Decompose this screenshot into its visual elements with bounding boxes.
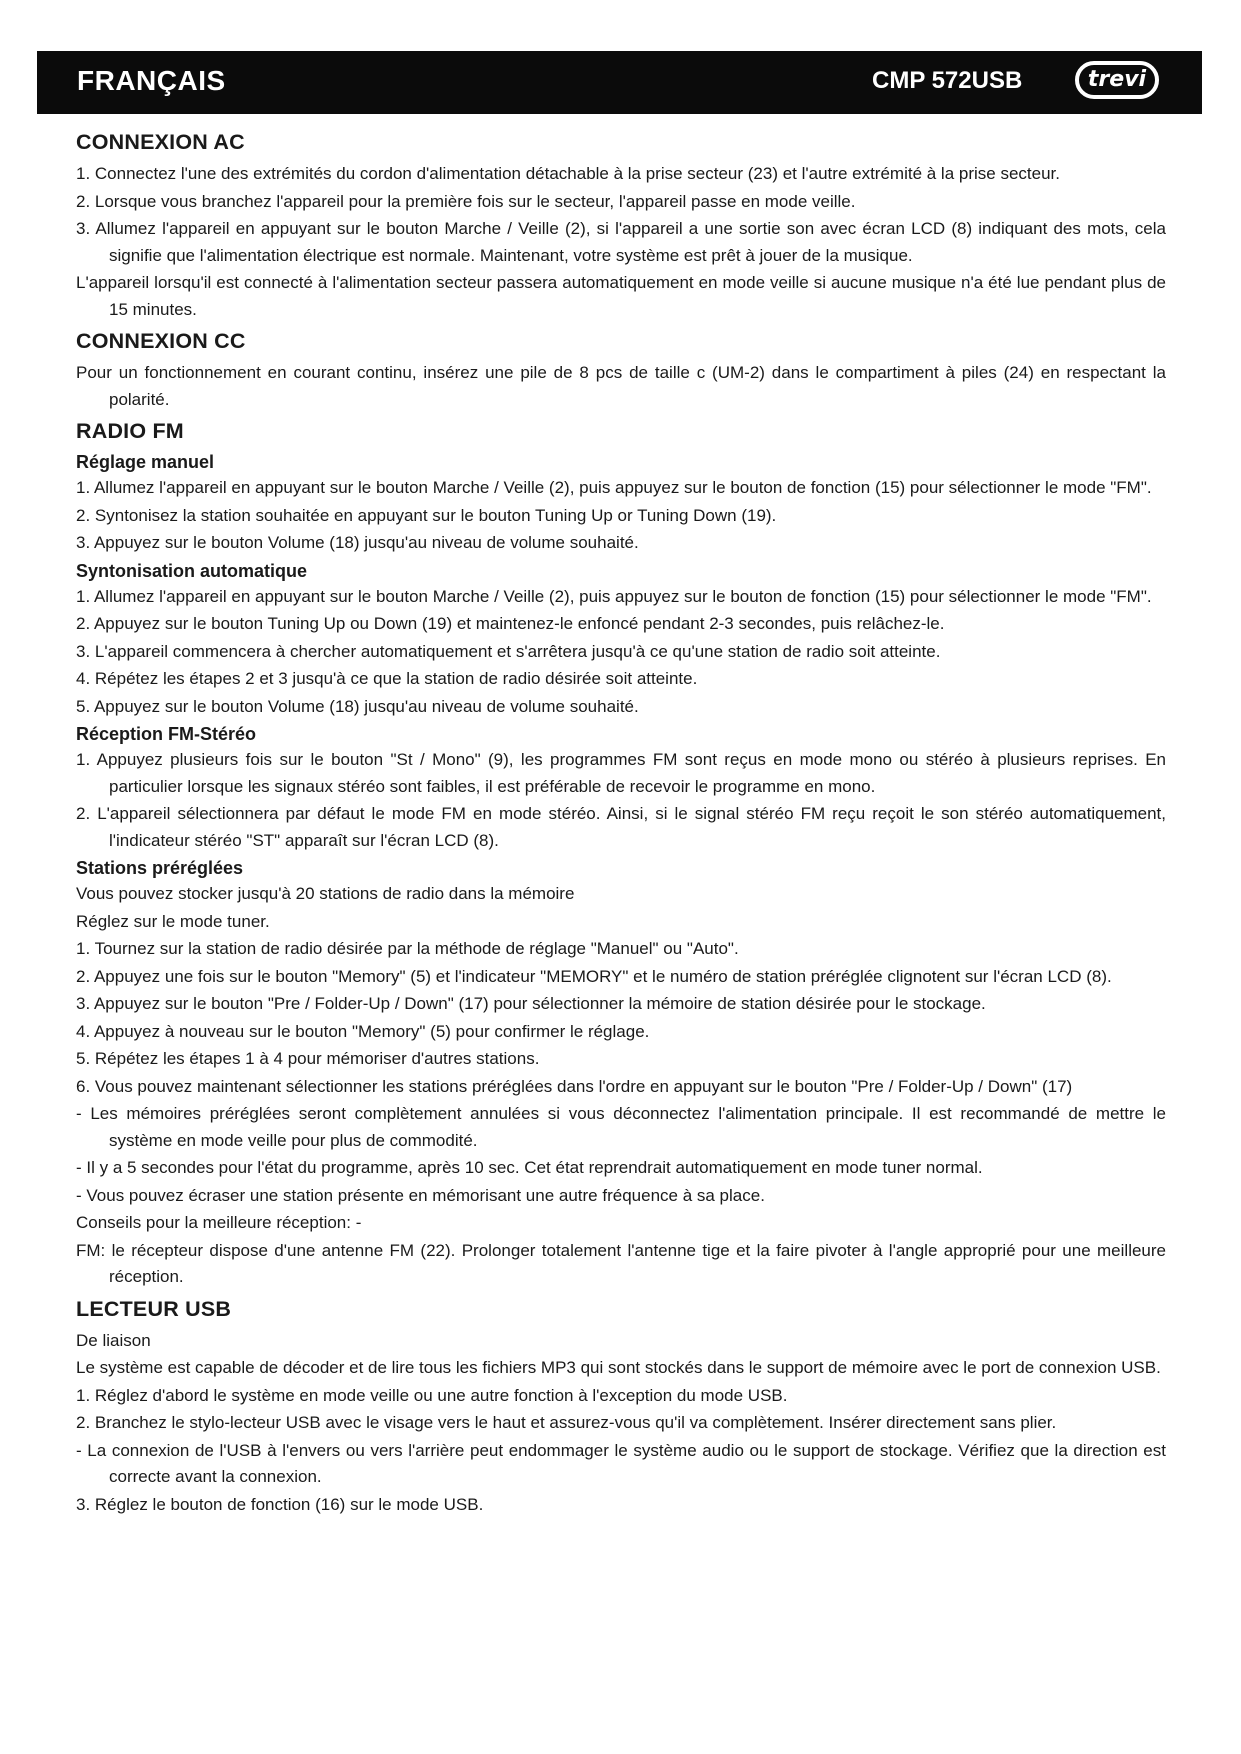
section-title-fm: RADIO FM [76, 419, 184, 443]
subsection-title-manual: Réglage manuel [76, 452, 215, 472]
paragraph: 5. Répétez les étapes 1 à 4 pour mémoriser d'autres stations. [76, 1049, 540, 1068]
paragraph: 3. Appuyez sur le bouton Volume (18) jusqu'au niveau de volume souhaité. [76, 533, 639, 552]
paragraph: 3. Appuyez sur le bouton "Pre / Folder-Up / Down" (17) pour sélectionner la mémoire de station désirée pour le stockage. [76, 994, 986, 1013]
paragraph: FM: le récepteur dispose d'une antenne FM (22). Prolonger totalement l'antenne tige et la faire pivoter à l'angle approprié pour une meilleure réception. [76, 1240, 1166, 1286]
paragraph: - Vous pouvez écraser une station présente en mémorisant une autre fréquence à sa place. [76, 1185, 765, 1205]
paragraph: 3. Réglez le bouton de fonction (16) sur le mode USB. [76, 1494, 484, 1514]
paragraph: 2. Appuyez sur le bouton Tuning Up ou Down (19) et maintenez-le enfoncé pendant 2-3 secondes, puis relâchez-le. [76, 614, 945, 633]
document-body [76, 124, 1166, 1519]
paragraph: 2. Branchez le stylo-lecteur USB avec le visage vers le haut et assurez-vous qu'il va complètement. Insérer directement sans plier. [76, 1413, 1057, 1432]
subsection-title-presets: Stations préréglées [76, 858, 244, 878]
paragraph: 2. L'appareil sélectionnera par défaut le mode FM en mode stéréo. Ainsi, si le signal stéréo FM reçu reçoit le son stéréo automatiquement, l'indicateur stéréo "ST" apparaît sur l'écran LCD (8). [76, 804, 1166, 850]
paragraph: De liaison [76, 1330, 151, 1350]
section-title-usb: LECTEUR USB [76, 1296, 232, 1321]
subsection-title-auto: Syntonisation automatique [76, 560, 308, 581]
paragraph: 1. Connectez l'une des extrémités du cordon d'alimentation détachable à la prise secteur (23) et l'autre extrémité à la prise secteur. [76, 164, 1060, 183]
subsection-title-stereo: Réception FM-Stéréo [76, 724, 257, 744]
paragraph: Conseils pour la meilleure réception: - [76, 1213, 362, 1232]
paragraph: - La connexion de l'USB à l'envers ou vers l'arrière peut endommager le système audio ou le support de stockage. Vérifiez que la direction est correcte avant la connexion. [76, 1440, 1166, 1486]
paragraph: 6. Vous pouvez maintenant sélectionner les stations préréglées dans l'ordre en appuyant sur le bouton "Pre / Folder-Up / Down" (17) [76, 1076, 1073, 1096]
section-title-cc: CONNEXION CC [76, 329, 246, 353]
paragraph: 3. Allumez l'appareil en appuyant sur le bouton Marche / Veille (2), si l'appareil a une sortie son avec écran LCD (8) indiquant des mots, cela signifie que l'alimentation électrique est normale. Maintenant, votre système est prêt à jouer de la musique. [76, 219, 1166, 265]
section-title-ac: CONNEXION AC [76, 130, 245, 154]
paragraph: 2. Appuyez une fois sur le bouton "Memory" (5) et l'indicateur "MEMORY" et le numéro de station préréglée clignotent sur l'écran LCD (8). [76, 966, 1112, 986]
paragraph: 3. L'appareil commencera à chercher automatiquement et s'arrêtera jusqu'à ce qu'une station de radio soit atteinte. [76, 641, 941, 661]
paragraph: Vous pouvez stocker jusqu'à 20 stations de radio dans la mémoire [76, 884, 575, 903]
paragraph: Réglez sur le mode tuner. [76, 911, 270, 931]
paragraph: L'appareil lorsqu'il est connecté à l'alimentation secteur passera automatiquement en mode veille si aucune musique n'a été lue pendant plus de 15 minutes. [76, 273, 1166, 319]
paragraph: 2. Lorsque vous branchez l'appareil pour la première fois sur le secteur, l'appareil passe en mode veille. [76, 191, 856, 211]
model-number: CMP 572USB [872, 67, 1023, 94]
paragraph: 2. Syntonisez la station souhaitée en appuyant sur le bouton Tuning Up or Tuning Down (19). [76, 505, 777, 525]
paragraph: 4. Appuyez à nouveau sur le bouton "Memory" (5) pour confirmer le réglage. [76, 1021, 650, 1041]
paragraph: 1. Allumez l'appareil en appuyant sur le bouton Marche / Veille (2), puis appuyez sur le bouton de fonction (15) pour sélectionner le mode "FM". [76, 478, 1152, 497]
paragraph: 4. Répétez les étapes 2 et 3 jusqu'à ce que la station de radio désirée soit atteinte. [76, 669, 698, 688]
paragraph: 5. Appuyez sur le bouton Volume (18) jusqu'au niveau de volume souhaité. [76, 696, 639, 716]
paragraph: Le système est capable de décoder et de lire tous les fichiers MP3 qui sont stockés dans le support de mémoire avec le port de connexion USB. [76, 1358, 1161, 1377]
paragraph: 1. Tournez sur la station de radio désirée par la méthode de réglage "Manuel" ou "Auto". [76, 939, 739, 958]
page-header [37, 51, 1202, 114]
paragraph: Pour un fonctionnement en courant continu, insérez une pile de 8 pcs de taille c (UM-2) dans le compartiment à piles (24) en respectant la polarité. [76, 363, 1166, 409]
paragraph: - Il y a 5 secondes pour l'état du programme, après 10 sec. Cet état reprendrait automatiquement en mode tuner normal. [76, 1158, 983, 1177]
language-title: FRANÇAIS [77, 65, 226, 96]
brand-logo: trevi [1075, 61, 1159, 99]
paragraph: 1. Réglez d'abord le système en mode veille ou une autre fonction à l'exception du mode USB. [76, 1385, 788, 1405]
paragraph: - Les mémoires préréglées seront complètement annulées si vous déconnectez l'alimentation principale. Il est recommandé de mettre le système en mode veille pour plus de commodité. [76, 1104, 1166, 1150]
paragraph: 1. Appuyez plusieurs fois sur le bouton "St / Mono" (9), les programmes FM sont reçus en mode mono ou stéréo à plusieurs reprises. En particulier lorsque les signaux stéréo sont faibles, il est préférable de recevoir le programme en mono. [76, 750, 1166, 796]
paragraph: 1. Allumez l'appareil en appuyant sur le bouton Marche / Veille (2), puis appuyez sur le bouton de fonction (15) pour sélectionner le mode "FM". [76, 586, 1152, 606]
